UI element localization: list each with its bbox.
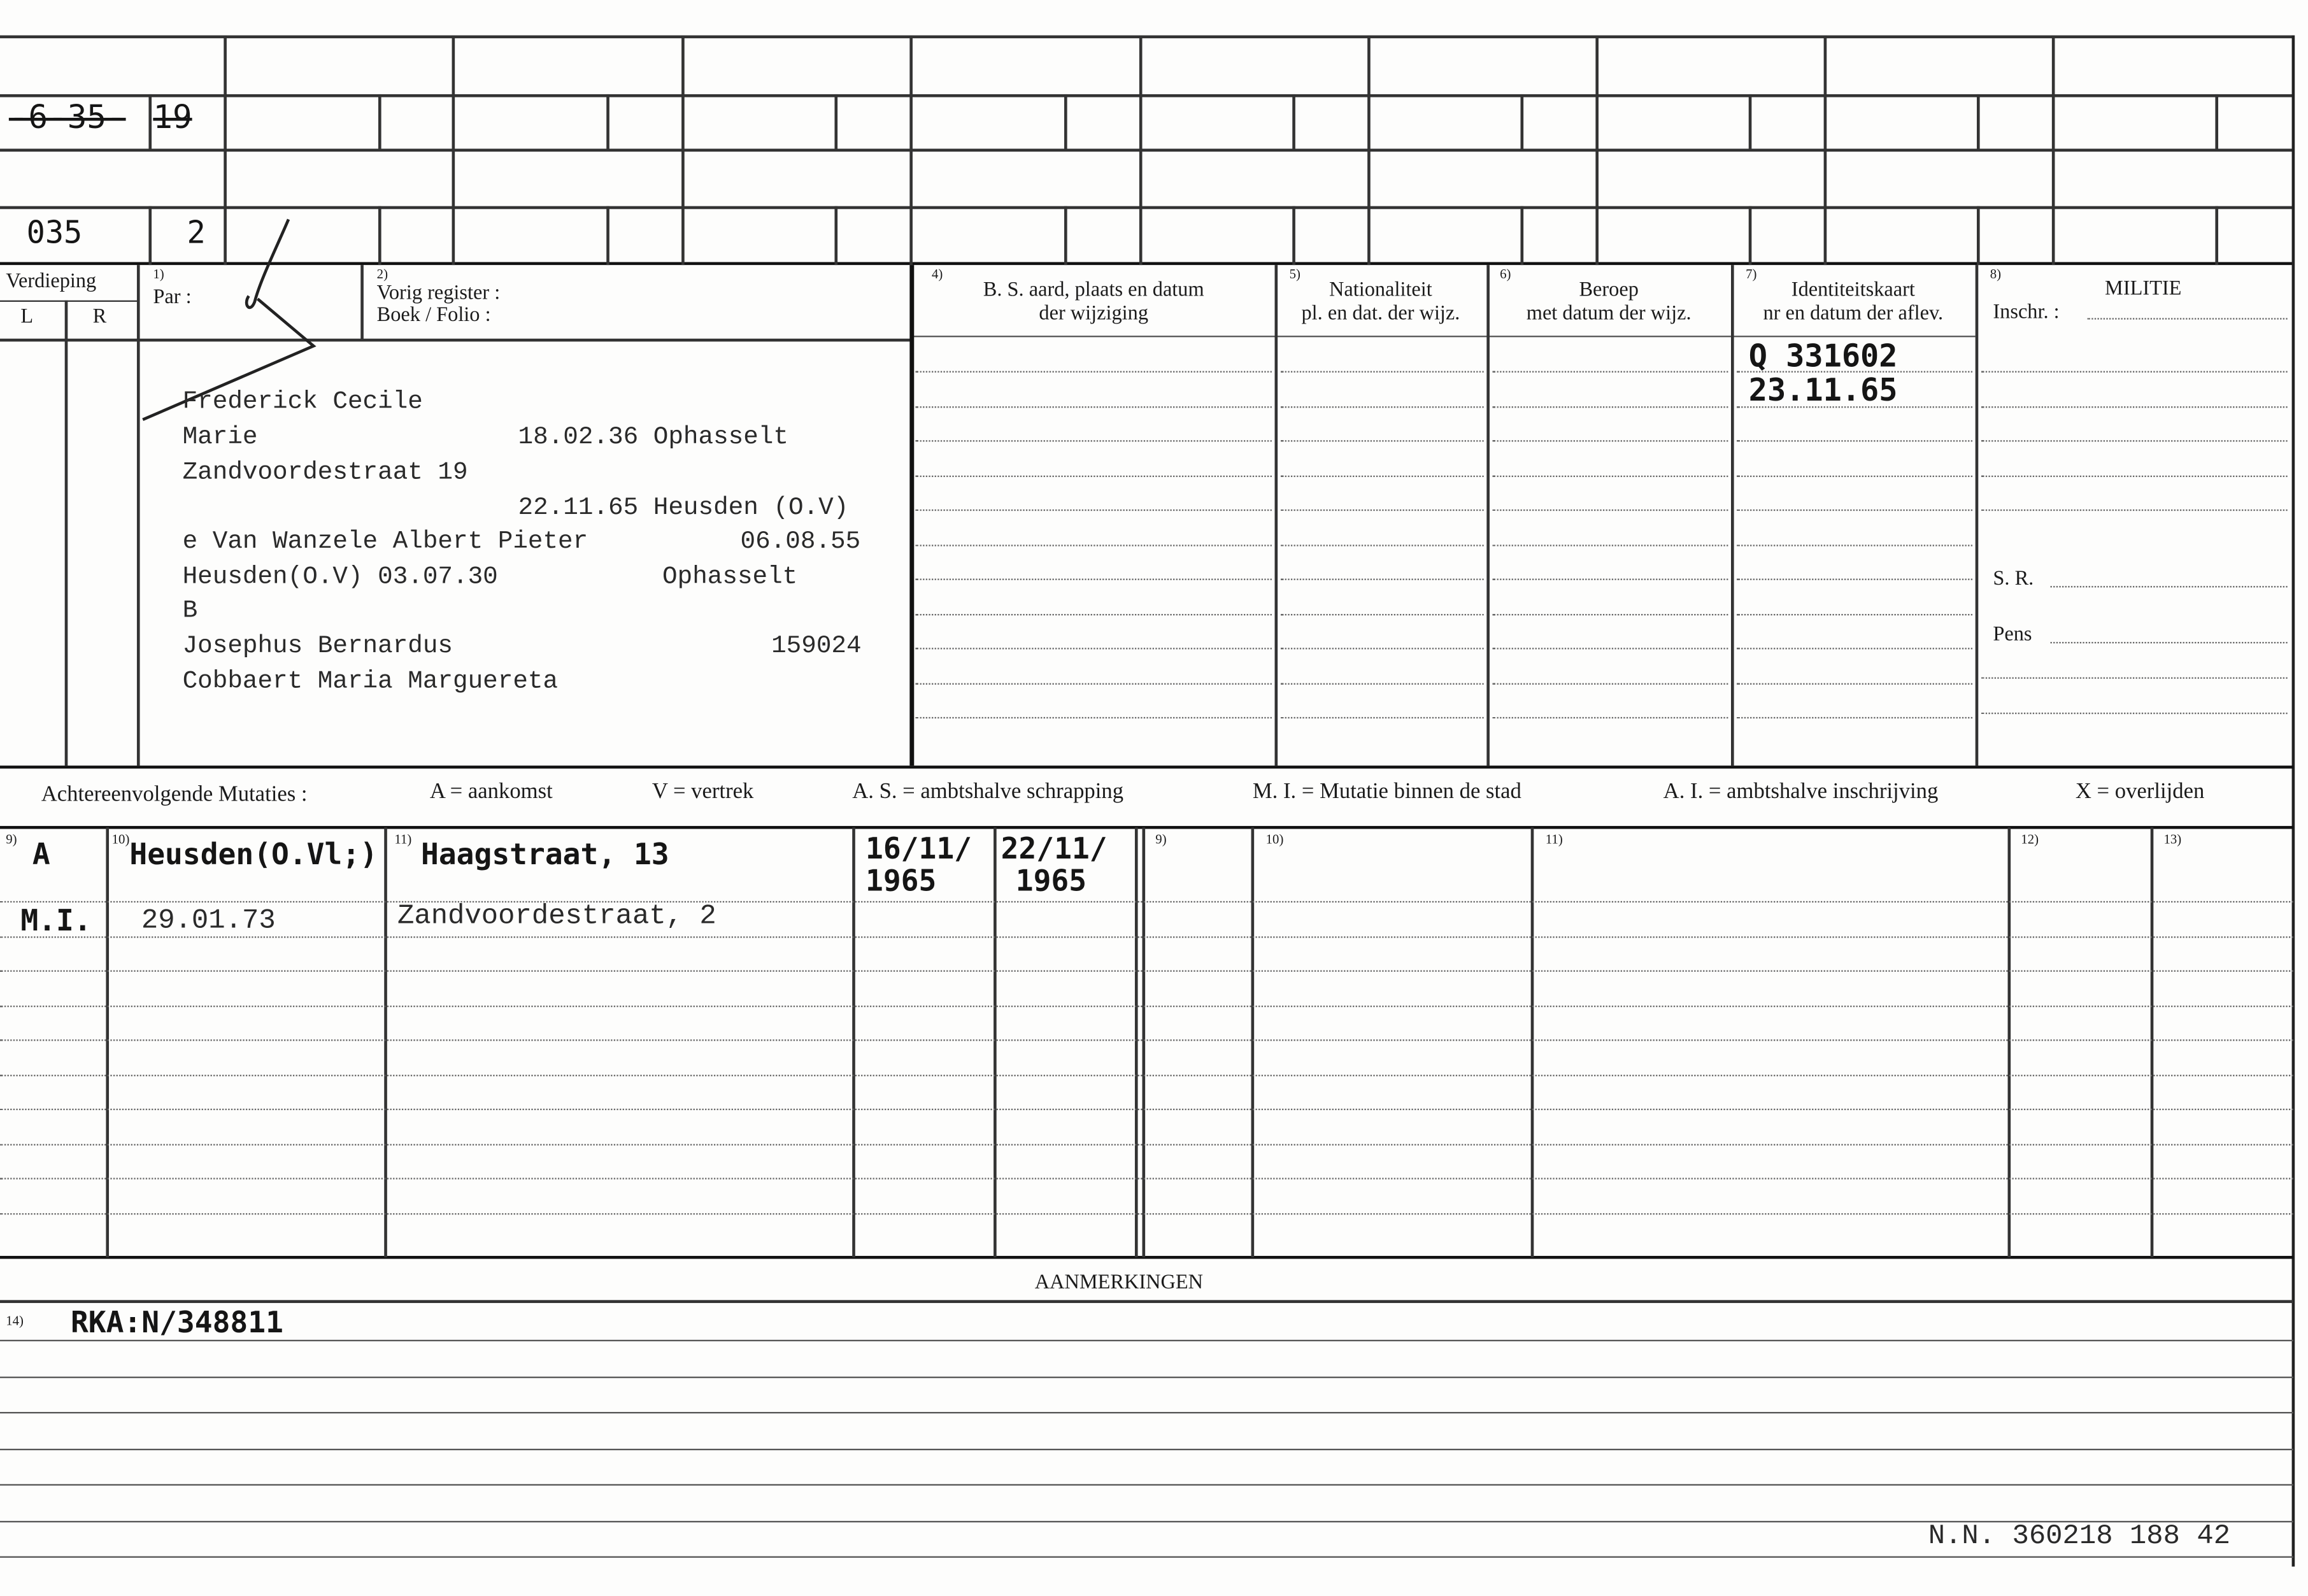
nationaliteit-header-2: pl. en dat. der wijz. [1301,303,1460,325]
person-spouse-birthplace: Ophasselt [662,564,798,592]
field-number-13: 13) [2163,832,2182,847]
register-code-bottom: 035 [26,215,83,251]
field-number-11b: 11) [1545,832,1563,847]
field-number-7: 7) [1746,266,1757,281]
ruled-line [0,1039,2293,1041]
floor-left-label: L [20,306,34,329]
id-card-number: Q 331602 [1748,338,1898,374]
mutation-1-date1: 16/11/ [866,830,972,866]
id-card-date: 23.11.65 [1748,372,1898,408]
legend-overlijden: X = overlijden [2075,780,2205,804]
ruled-line [1737,545,1972,546]
ruled-line [916,683,1272,685]
ruled-line [1737,440,1972,441]
ruled-line [1281,371,1484,373]
field-number-9b: 9) [1155,832,1167,847]
remarks-rka-number: RKA:N/348811 [70,1304,283,1340]
mutation-1-place: Heusden(O.Vl;) [129,836,378,872]
identiteitskaart-header-1: Identiteitskaart [1791,280,1915,302]
field-number-5: 5) [1289,266,1300,281]
ruled-line [0,1449,2293,1450]
ruled-line [1281,683,1484,685]
person-code: 159024 [771,633,862,662]
bs-header-1: B. S. aard, plaats en datum [983,280,1204,302]
person-spouse: e Van Wanzele Albert Pieter [182,528,588,557]
ruled-line [1981,677,2288,678]
register-code-number: 19 [153,100,192,137]
vorig-register-label: Vorig register : [376,282,501,305]
legend-schrapping: A. S. = ambtshalve schrapping [852,780,1124,804]
ruled-line [1981,476,2288,477]
legend-mutatie: M. I. = Mutatie binnen de stad [1252,780,1521,804]
ruled-line [916,545,1272,546]
legend-inschrijving: A. I. = ambtshalve inschrijving [1663,780,1939,804]
ruled-line [0,1109,2293,1110]
ruled-line [0,1006,2293,1007]
ruled-line [1281,440,1484,441]
field-number-12: 12) [2021,832,2039,847]
ruled-line [1493,440,1728,441]
ruled-line [0,1340,2293,1341]
floor-right-label: R [92,306,107,329]
ruled-line [1281,509,1484,511]
ruled-line [1737,648,1972,649]
person-spouse-birth: Heusden(O.V) 03.07.30 [182,564,498,592]
verdieping-label: Verdieping [6,271,97,294]
ruled-line [1981,440,2288,441]
mutation-2-code: M.I. [20,902,92,938]
bs-header-2: der wijziging [1039,303,1149,325]
legend-vertrek: V = vertrek [652,780,754,804]
ruled-line [1737,683,1972,685]
ruled-line [1281,717,1484,718]
ruled-line [916,648,1272,649]
ruled-line [0,936,2293,937]
ruled-line [1493,614,1728,615]
ruled-line [1737,476,1972,477]
ruled-line [916,476,1272,477]
legend-aankomst: A = aankomst [429,780,553,804]
sr-label: S. R. [1993,568,2034,591]
ruled-line [1737,579,1972,580]
ruled-line [916,579,1272,580]
ruled-line [1737,614,1972,615]
pens-label: Pens [1993,624,2032,646]
person-arrival: 22.11.65 Heusden (O.V) [518,494,849,523]
field-number-10b: 10) [1265,832,1284,847]
national-number: N.N. 360218 188 42 [1928,1519,2231,1552]
ruled-line [916,371,1272,373]
militie-header: MILITIE [2105,278,2182,301]
ruled-line [1493,717,1728,718]
mutation-1-street: Haagstraat, 13 [421,836,669,872]
field-number-4: 4) [932,266,943,281]
person-address: Zandvoordestraat 19 [182,459,468,488]
person-name-marie: Marie [182,424,258,452]
ruled-line [916,406,1272,408]
par-label: Par : [153,287,192,310]
ruled-line [0,901,2293,902]
inschr-label: Inschr. : [1993,301,2060,324]
beroep-header-1: Beroep [1579,280,1639,302]
person-birth: 18.02.36 Ophasselt [518,424,788,452]
mutation-1-date2: 22/11/ [1001,830,1108,866]
beroep-header-2: met datum der wijz. [1526,303,1692,325]
field-number-11: 11) [394,832,412,847]
identiteitskaart-header-2: nr en datum der aflev. [1763,303,1944,325]
field-number-8: 8) [1990,266,2002,281]
field-number-14: 14) [6,1313,24,1329]
ruled-line [916,440,1272,441]
ruled-line [0,1178,2293,1179]
ruled-line [0,1144,2293,1145]
person-marriage-date: 06.08.55 [740,528,861,557]
ruled-line [916,509,1272,511]
ruled-line [1281,579,1484,580]
field-number-10: 10) [111,832,130,847]
mutation-2-date: 29.01.73 [141,904,276,937]
ruled-line [1281,614,1484,615]
ruled-line [0,1213,2293,1215]
mutation-1-date1-year: 1965 [866,862,937,899]
mutation-1-code: A [32,836,50,872]
ruled-line [1281,406,1484,408]
ruled-line [1981,371,2288,373]
ruled-line [1281,545,1484,546]
ruled-line [0,1075,2293,1076]
ruled-line [0,970,2293,971]
ruled-line [0,1377,2293,1378]
ruled-line [1737,717,1972,718]
boek-folio-label: Boek / Folio : [376,304,491,327]
ruled-line [1493,371,1728,373]
ruled-line [1493,406,1728,408]
mutation-1-date2-year: 1965 [1015,862,1087,899]
ruled-line [1981,406,2288,408]
register-code-bottom-2: 2 [187,215,206,251]
remarks-title: AANMERKINGEN [1034,1272,1204,1295]
person-mother: Cobbaert Maria Marguereta [182,668,559,697]
person-status: B [182,597,198,626]
field-number-9: 9) [6,832,17,847]
ruled-line [1493,579,1728,580]
ruled-line [1981,713,2288,714]
ruled-line [1737,509,1972,511]
person-father: Josephus Bernardus [182,633,453,662]
ruled-line [1281,648,1484,649]
ruled-line [1981,509,2288,511]
person-first-names: Frederick Cecile [182,388,423,417]
field-number-2: 2) [376,266,388,281]
ruled-line [1493,476,1728,477]
legend-title: Achtereenvolgende Mutaties : [41,783,308,807]
ruled-line [0,1557,2293,1558]
ruled-line [1281,476,1484,477]
ruled-line [1493,509,1728,511]
mutation-2-street: Zandvoordestraat, 2 [397,899,716,932]
ruled-line [916,614,1272,615]
ruled-line [1493,545,1728,546]
ruled-line [1493,683,1728,685]
nationaliteit-header-1: Nationaliteit [1329,280,1432,302]
field-number-1: 1) [153,266,164,281]
field-number-6: 6) [1500,266,1511,281]
register-code-struck: -6-35- [8,100,126,137]
ruled-line [1493,648,1728,649]
ruled-line [0,1412,2293,1413]
ruled-line [0,1484,2293,1485]
ruled-line [916,717,1272,718]
